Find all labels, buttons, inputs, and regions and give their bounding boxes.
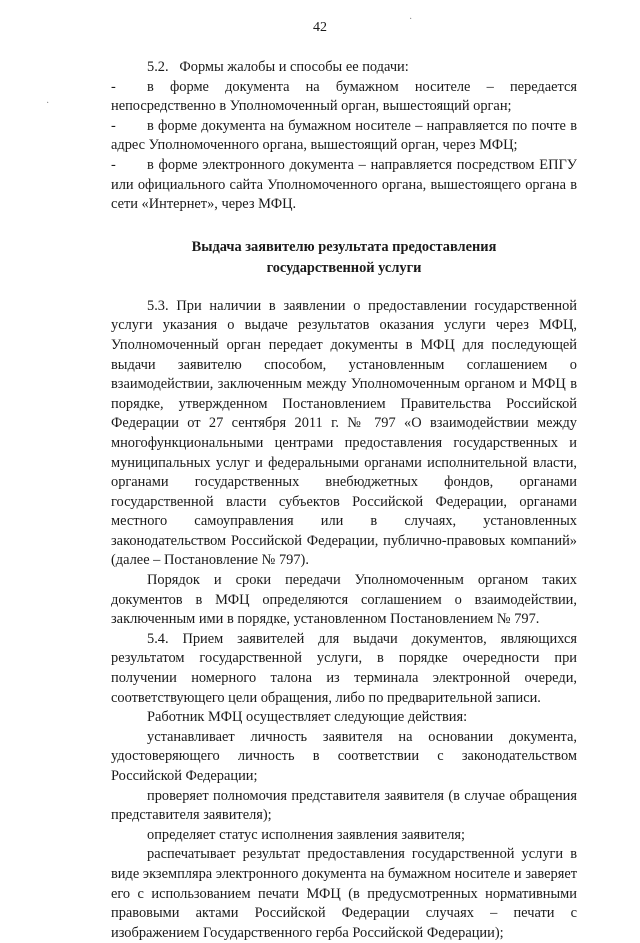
complaint-method-text: в форме документа на бумажном носителе – направляется по почте в адрес Уполномоченного органа, вышестоящий орган, через МФЦ;: [111, 117, 577, 154]
scan-speck: ·: [46, 98, 50, 109]
section-heading-line: государственной услуги: [266, 259, 422, 276]
paragraph-5-4: 5.4. Прием заявителей для выдачи документов, являющихся результатом государственной услуги, в порядке очередности при получении номерного талона из терминала электронной очереди, соответствующего цели обращения, либо по предварительной записи.: [111, 630, 577, 706]
complaint-method-text: в форме электронного документа – направляется посредством ЕПГУ или официального сайта Уполномоченного органа, вышестоящего органа в сети «Интернет», через МФЦ.: [111, 156, 577, 213]
paragraph-authority: проверяет полномочия представителя заявителя (в случае обращения представителя заявителя);: [111, 787, 577, 824]
dash-marker: -: [111, 156, 116, 173]
complaint-method-item: [111, 117, 577, 156]
complaint-method-item: [111, 78, 577, 117]
dash-marker: -: [111, 78, 116, 95]
paragraph-worker-actions: Работник МФЦ осуществляет следующие действия:: [147, 709, 468, 726]
paragraph-5-3: 5.3. При наличии в заявлении о предоставлении государственной услуги указания о выдаче результатов оказания услуги через МФЦ, Уполномоченный орган передает документы в МФЦ для последующей выдачи заявителю способом, установленным соглашением о взаимодействии, заключенным между Уполномоченным органом и МФЦ в порядке, утвержденном Постановлением Правительства Российской Федерации от 27 сентября 2011 г. № 797 «О взаимодействии между многофункциональными центрами предоставления государственных и муниципальных услуг и федеральными органами исполнительной власти, органами государственных внебюджетных фондов, органами государственной власти субъектов Российской Федерации, органами местного самоуправления или в случаях, установленных законодательством Российской Федерации, публично-правовых компаний» (далее – Постановление № 797).: [111, 297, 577, 569]
paragraph-order: Порядок и сроки передачи Уполномоченным органом таких документов в МФЦ определяются соглашением о взаимодействии, заключенным ими в порядке, установленном Постановлением № 797.: [111, 572, 577, 628]
page-number: 42: [313, 20, 327, 35]
complaint-method-item: [111, 156, 577, 215]
paragraph-status: определяет статус исполнения заявления заявителя;: [147, 826, 466, 843]
dash-marker: -: [111, 117, 116, 134]
paragraph-print: распечатывает результат предоставления государственной услуги в виде экземпляра электронного документа на бумажном носителе и заверяет его с использованием печати МФЦ (в предусмотренных нормативными правовыми актами Российской Федерации случаях – печати с изображением Государственного герба Российской Федерации);: [111, 846, 577, 941]
scan-speck: ·: [409, 14, 413, 25]
complaint-method-text: в форме документа на бумажном носителе – передается непосредственно в Уполномоченный орган, вышестоящий орган;: [111, 78, 577, 115]
section-heading: [111, 237, 577, 279]
section-heading-line: Выдача заявителю результата предоставления: [191, 238, 497, 255]
section-5-2-title: 5.2. Формы жалобы и способы ее подачи:: [147, 59, 409, 75]
document-body: [111, 58, 577, 943]
paragraph-identity: устанавливает личность заявителя на основании документа, удостоверяющего личность в соответствии с законодательством Российской Федерации;: [111, 728, 577, 784]
